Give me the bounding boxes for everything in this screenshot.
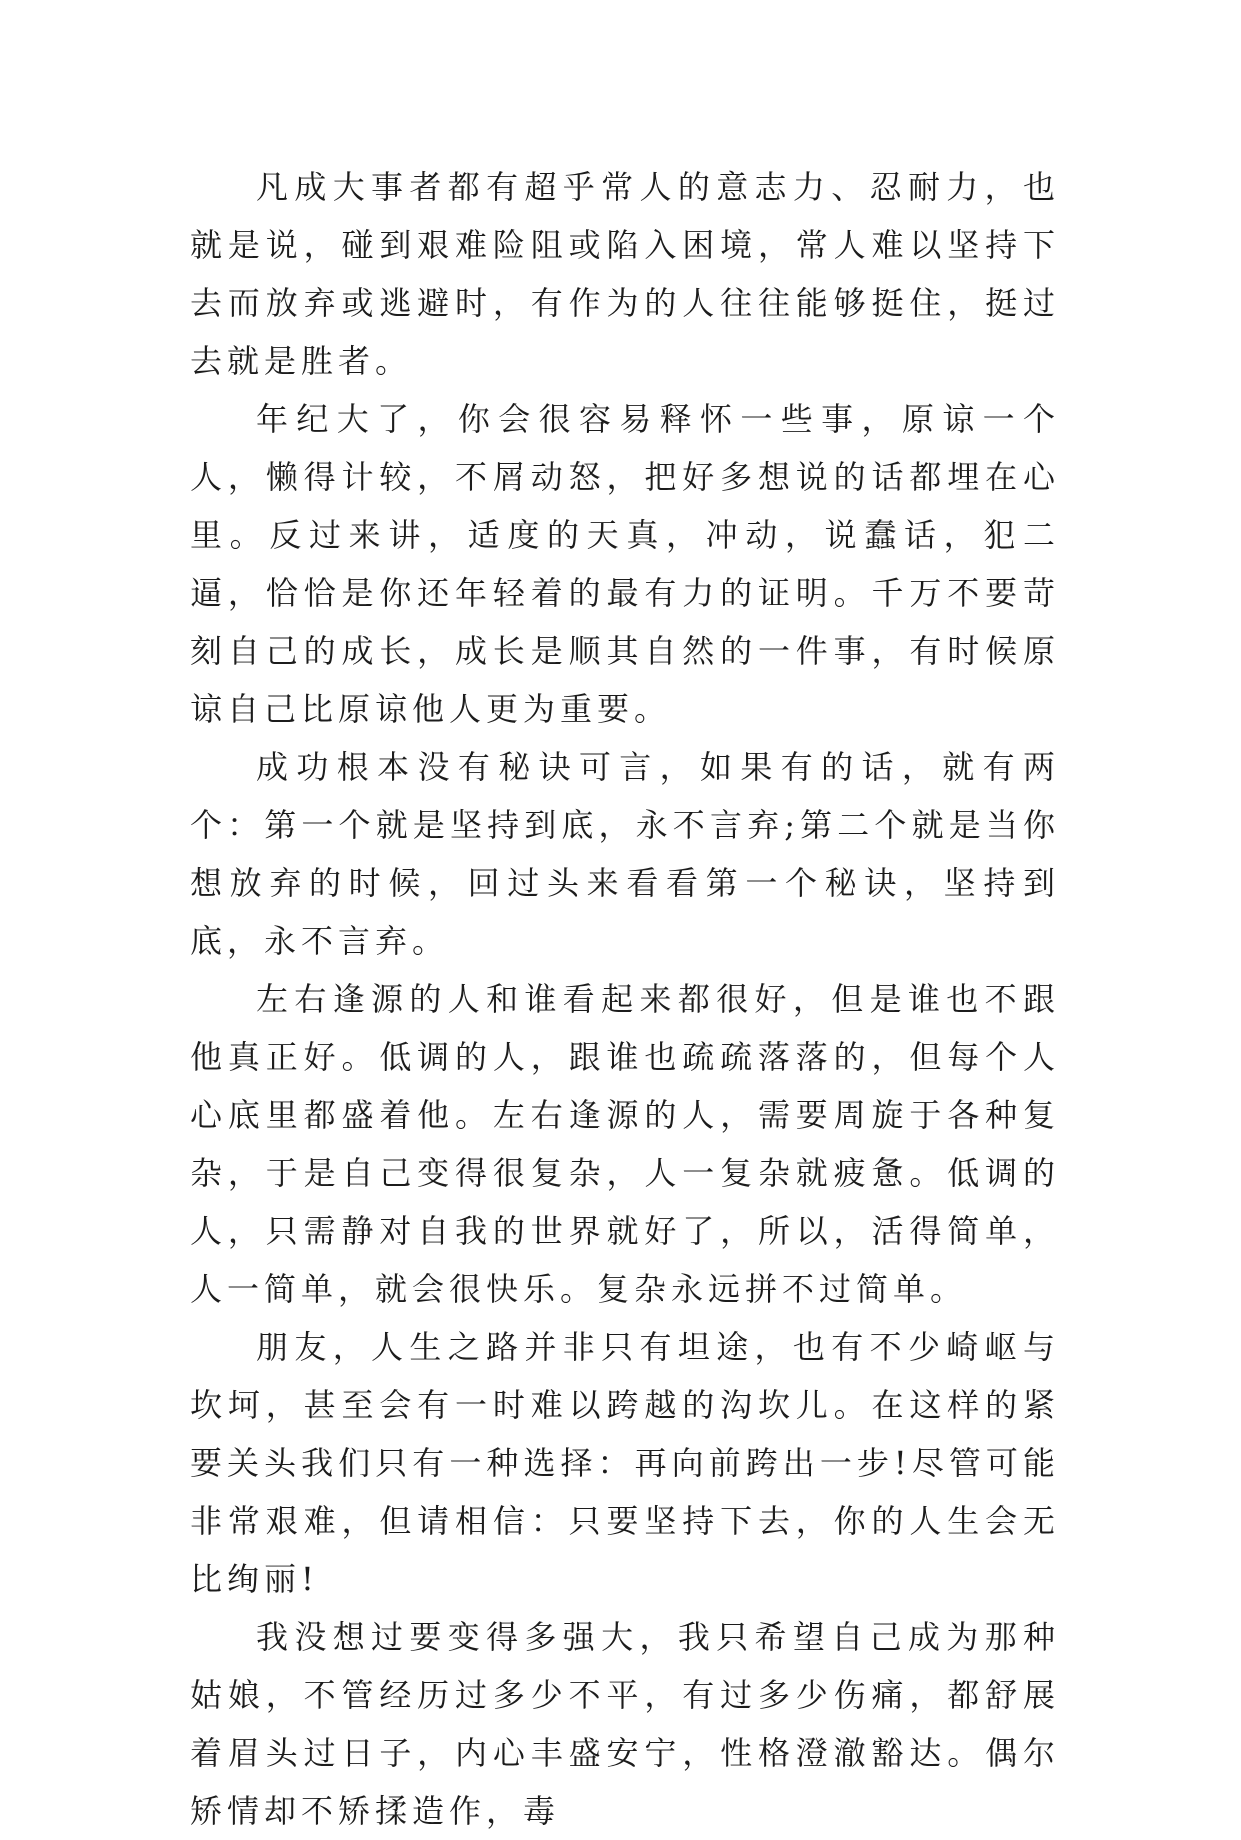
paragraph-3: 成功根本没有秘诀可言，如果有的话，就有两个：第一个就是坚持到底，永不言弃;第二个就是当你想放弃的时候，回过头来看看第一个秘诀，坚持到底，永不言弃。 (190, 748, 1060, 960)
paragraph-4: 左右逢源的人和谁看起来都很好，但是谁也不跟他真正好。低调的人，跟谁也疏疏落落的，但每个人心底里都盛着他。左右逢源的人，需要周旋于各种复杂，于是自己变得很复杂，人一复杂就疲惫。低调的人，只需静对自我的世界就好了，所以，活得简单，人一简单，就会很快乐。复杂永远拼不过简单。 (190, 980, 1060, 1308)
document-body (190, 158, 1060, 1840)
paragraph-5: 朋友，人生之路并非只有坦途，也有不少崎岖与坎坷，甚至会有一时难以跨越的沟坎儿。在这样的紧要关头我们只有一种选择：再向前跨出一步!尽管可能非常艰难，但请相信：只要坚持下去，你的人生会无比绚丽! (190, 1328, 1060, 1598)
paragraph-2: 年纪大了，你会很容易释怀一些事，原谅一个人，懒得计较，不屑动怒，把好多想说的话都埋在心里。反过来讲，适度的天真，冲动，说蠢话，犯二逼，恰恰是你还年轻着的最有力的证明。千万不要苛刻自己的成长，成长是顺其自然的一件事，有时候原谅自己比原谅他人更为重要。 (190, 400, 1060, 728)
paragraph-6: 我没想过要变得多强大，我只希望自己成为那种姑娘，不管经历过多少不平，有过多少伤痛，都舒展着眉头过日子，内心丰盛安宁，性格澄澈豁达。偶尔矫情却不矫揉造作，毒 (190, 1618, 1060, 1830)
paragraph-1: 凡成大事者都有超乎常人的意志力、忍耐力，也就是说，碰到艰难险阻或陷入困境，常人难以坚持下去而放弃或逃避时，有作为的人往往能够挺住，挺过去就是胜者。 (190, 168, 1060, 380)
